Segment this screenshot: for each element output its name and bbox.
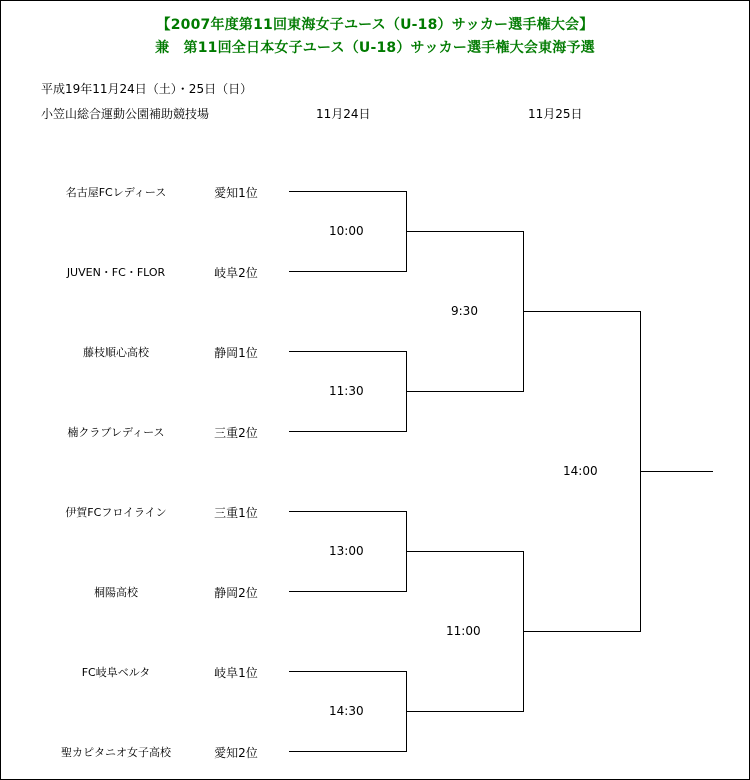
team-name: 楠クラブレディース — [67, 426, 165, 439]
match-time: 13:00 — [329, 544, 364, 558]
bracket-lines — [1, 1, 749, 779]
team-name: JUVEN・FC・FLOR — [66, 266, 166, 279]
team-name: 藤枝順心高校 — [83, 346, 149, 359]
match-time: 9:30 — [451, 304, 478, 318]
match-time: 10:00 — [329, 224, 364, 238]
team-seed: 岐阜2位 — [214, 266, 258, 280]
team-name: 桐陽高校 — [94, 586, 138, 599]
venue-info: 小笠山総合運動公園補助競技場 — [41, 107, 210, 121]
team-seed: 愛知2位 — [214, 746, 258, 760]
day2-header: 11月25日 — [528, 107, 583, 121]
team-seed: 三重2位 — [214, 426, 258, 440]
match-time: 14:30 — [329, 704, 364, 718]
team-name: FC岐阜ベルタ — [81, 666, 151, 679]
team-seed: 愛知1位 — [214, 186, 258, 200]
team-seed: 岐阜1位 — [214, 666, 258, 680]
tournament-title: 【2007年度第11回東海女子ユース（U-18）サッカー選手権大会】 — [156, 17, 594, 33]
day1-header: 11月24日 — [316, 107, 371, 121]
team-seed: 静岡1位 — [214, 346, 258, 360]
team-seed: 三重1位 — [214, 506, 258, 520]
team-seed: 静岡2位 — [214, 586, 258, 600]
tournament-subtitle: 兼 第11回全日本女子ユース（U-18）サッカー選手権大会東海予選 — [155, 40, 595, 56]
dates-info: 平成19年11月24日（土）・25日（日） — [41, 82, 253, 96]
match-time: 11:00 — [446, 624, 481, 638]
match-time: 11:30 — [329, 384, 364, 398]
team-name: 名古屋FCレディース — [65, 186, 167, 199]
team-name: 伊賀FCフロイライン — [65, 506, 167, 519]
team-name: 聖カピタニオ女子高校 — [61, 746, 171, 759]
match-time: 14:00 — [563, 464, 598, 478]
